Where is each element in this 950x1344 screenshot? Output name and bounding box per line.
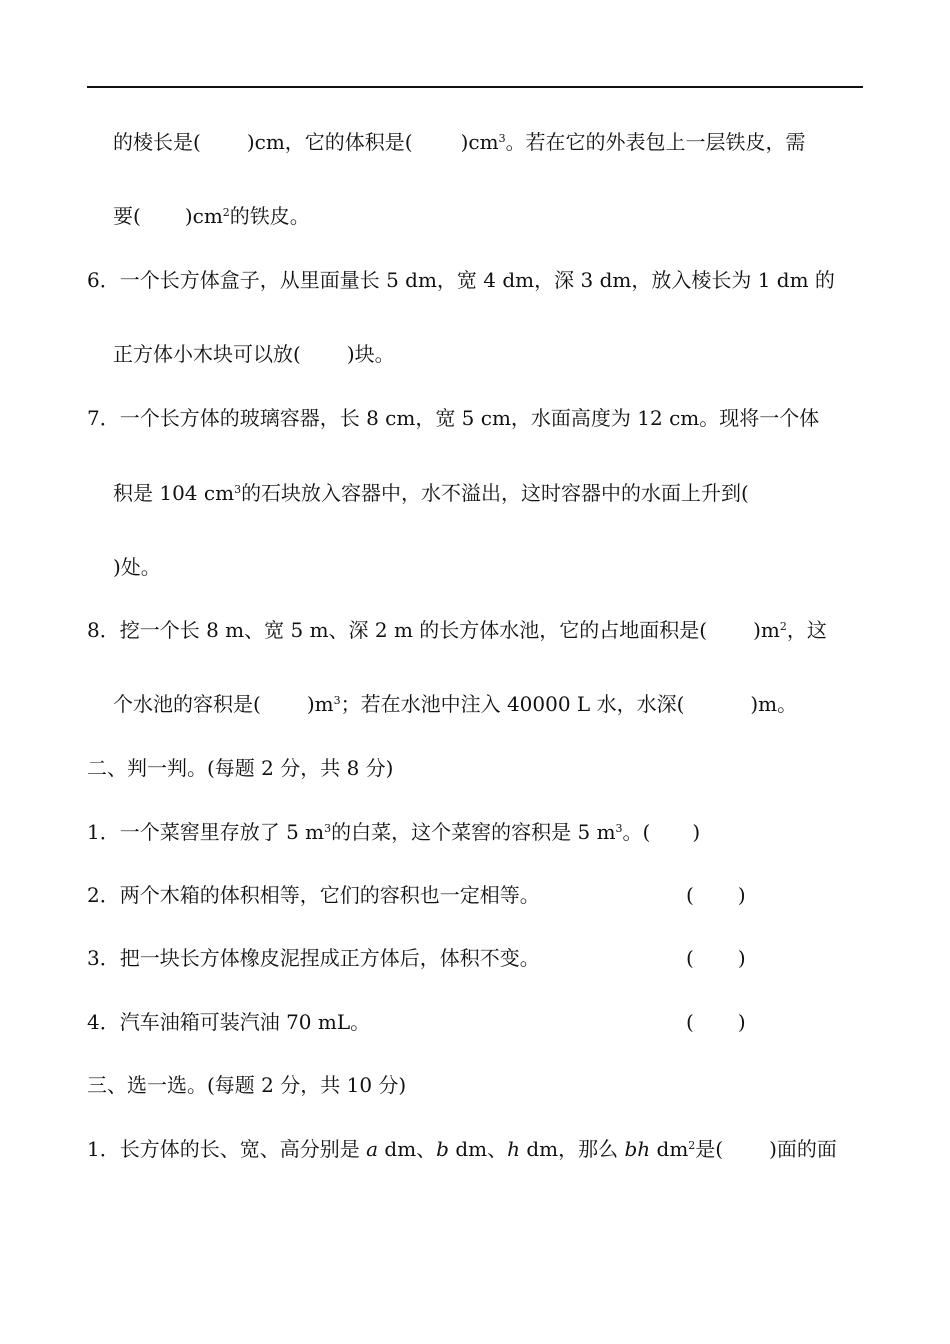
q5-line2: 要( )$cm^2$的铁皮。 <box>113 204 310 228</box>
judge-q3-text: 3．把一块长方体橡皮泥捏成正方体后，体积不变。 <box>87 946 540 970</box>
judge-q1: 1．一个菜窖里存放了 5 $m^3$的白菜，这个菜窖的容积是 5 $m^3$。( ) <box>87 820 701 844</box>
choose-q1-text: 1．长方体的长、宽、高分别是 a dm、b dm、h dm，那么 bh $dm^2$是( )面的面 <box>87 1137 837 1161</box>
q6-line1: 6．一个长方体盒子，从里面量长 5 dm，宽 4 dm，深 3 dm，放入棱长为 1 dm 的 <box>87 268 835 292</box>
q5-line1 <box>113 130 863 154</box>
q7-line2: 积是 104 $cm^3$的石块放入容器中，水不溢出，这时容器中的水面上升到( <box>113 481 749 505</box>
judge-q4-answer[interactable]: ( ) <box>686 1010 746 1034</box>
judge-q2-answer[interactable]: ( ) <box>686 883 746 907</box>
choose-section-title: 三、选一选。(每题 2 分，共 10 分) <box>87 1073 407 1097</box>
q8-line1: 8．挖一个长 8 m、宽 5 m、深 2 m 的长方体水池，它的占地面积是( )$m^2$，这 <box>87 618 827 642</box>
choose-q1 <box>87 1137 863 1161</box>
q8-line2: 个水池的容积是( )$m^3$；若在水池中注入 40000 L 水，水深( )m。 <box>113 692 798 716</box>
header-rule <box>87 86 863 88</box>
q7-line3: )处。 <box>113 555 161 579</box>
q7-line1: 7．一个长方体的玻璃容器，长 8 cm，宽 5 cm，水面高度为 12 cm。现将一个体 <box>87 406 820 430</box>
q6-line2: 正方体小木块可以放( )块。 <box>113 342 395 366</box>
judge-q3-answer[interactable]: ( ) <box>686 946 746 970</box>
judge-q4-text: 4．汽车油箱可装汽油 70 mL。 <box>87 1010 371 1034</box>
judge-section-title: 二、判一判。(每题 2 分，共 8 分) <box>87 756 394 780</box>
q5-line1-text: 的棱长是( )cm，它的体积是( )$cm^3$。若在它的外表包上一层铁皮，需 <box>113 130 806 154</box>
judge-q2-text: 2．两个木箱的体积相等，它们的容积也一定相等。 <box>87 883 540 907</box>
